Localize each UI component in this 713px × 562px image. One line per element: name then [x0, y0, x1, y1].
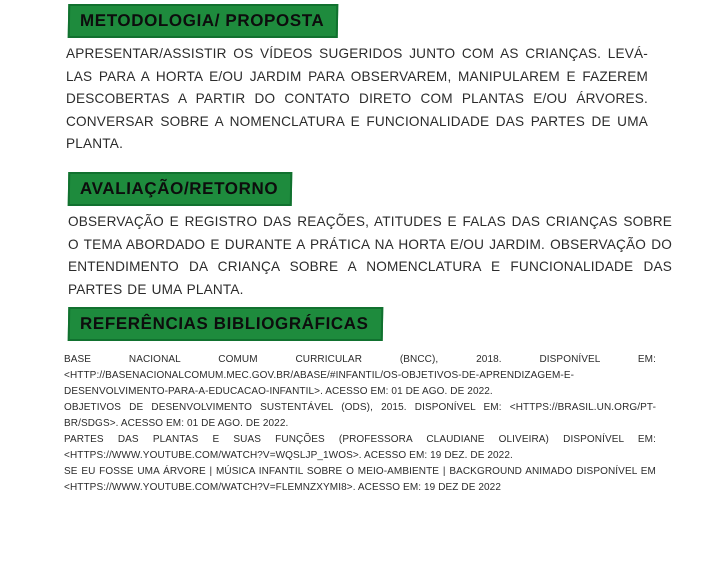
references-list: [64, 352, 656, 496]
avaliacao-body-text: OBSERVAÇÃO E REGISTRO DAS REAÇÕES, ATITUDES E FALAS DAS CRIANÇAS SOBRE O TEMA ABORDADO E DURANTE A PRÁTICA NA HORTA E/OU JARDIM. OBSERVAÇÃO DO ENTENDIMENTO DA CRIANÇA SOBRE A NOMENCLATURA E FUNCIONALIDADE DAS PARTES DE UMA PLANTA.: [68, 214, 672, 297]
reference-item: SE EU FOSSE UMA ÁRVORE | MÚSICA INFANTIL SOBRE O MEIO-AMBIENTE | BACKGROUND ANIMADO DISPONÍVEL EM <HTTPS://WWW.YOUTUBE.COM/WATCH?V=FLEMNZXYMI8>. ACESSO EM: 19 DEZ DE 2022: [64, 466, 656, 493]
section-banner-avaliacao: AVALIAÇÃO/RETORNO: [68, 172, 293, 206]
reference-item: BASE NACIONAL COMUM CURRICULAR (BNCC), 2018. DISPONÍVEL EM: <HTTP://BASENACIONALCOMUM.MEC.GOV.BR/ABASE/#INFANTIL/OS-OBJETIVOS-DE-APRENDIZAGEM-E-DESENVOLVIMENTO-PARA-A-EDUCACAO-INFANTIL>. ACESSO EM: 01 DE AGO. DE 2022.: [64, 354, 656, 397]
metodologia-body-text: APRESENTAR/ASSISTIR OS VÍDEOS SUGERIDOS JUNTO COM AS CRIANÇAS. LEVÁ-LAS PARA A HORTA E/OU JARDIM PARA OBSERVAREM, MANIPULAREM E FAZEREM DESCOBERTAS A PARTIR DO CONTATO DIRETO COM PLANTAS E/OU ÁRVORES. CONVERSAR SOBRE A NOMENCLATURA E FUNCIONALIDADE DAS PARTES DE UMA PLANTA.: [66, 46, 648, 151]
reference-item: OBJETIVOS DE DESENVOLVIMENTO SUSTENTÁVEL (ODS), 2015. DISPONÍVEL EM: <HTTPS://BRASIL.UN.ORG/PT-BR/SDGS>. ACESSO EM: 01 DE AGO. DE 2022.: [64, 402, 656, 429]
section-banner-referencias: REFERÊNCIAS BIBLIOGRÁFICAS: [68, 307, 383, 341]
reference-item: PARTES DAS PLANTAS E SUAS FUNÇÕES (PROFESSORA CLAUDIANE OLIVEIRA) DISPONÍVEL EM: <HTTPS://WWW.YOUTUBE.COM/WATCH?V=WQSLJP_1WOS>. ACESSO EM: 19 DEZ. DE 2022.: [64, 434, 656, 461]
section-banner-metodologia: METODOLOGIA/ PROPOSTA: [68, 4, 339, 38]
